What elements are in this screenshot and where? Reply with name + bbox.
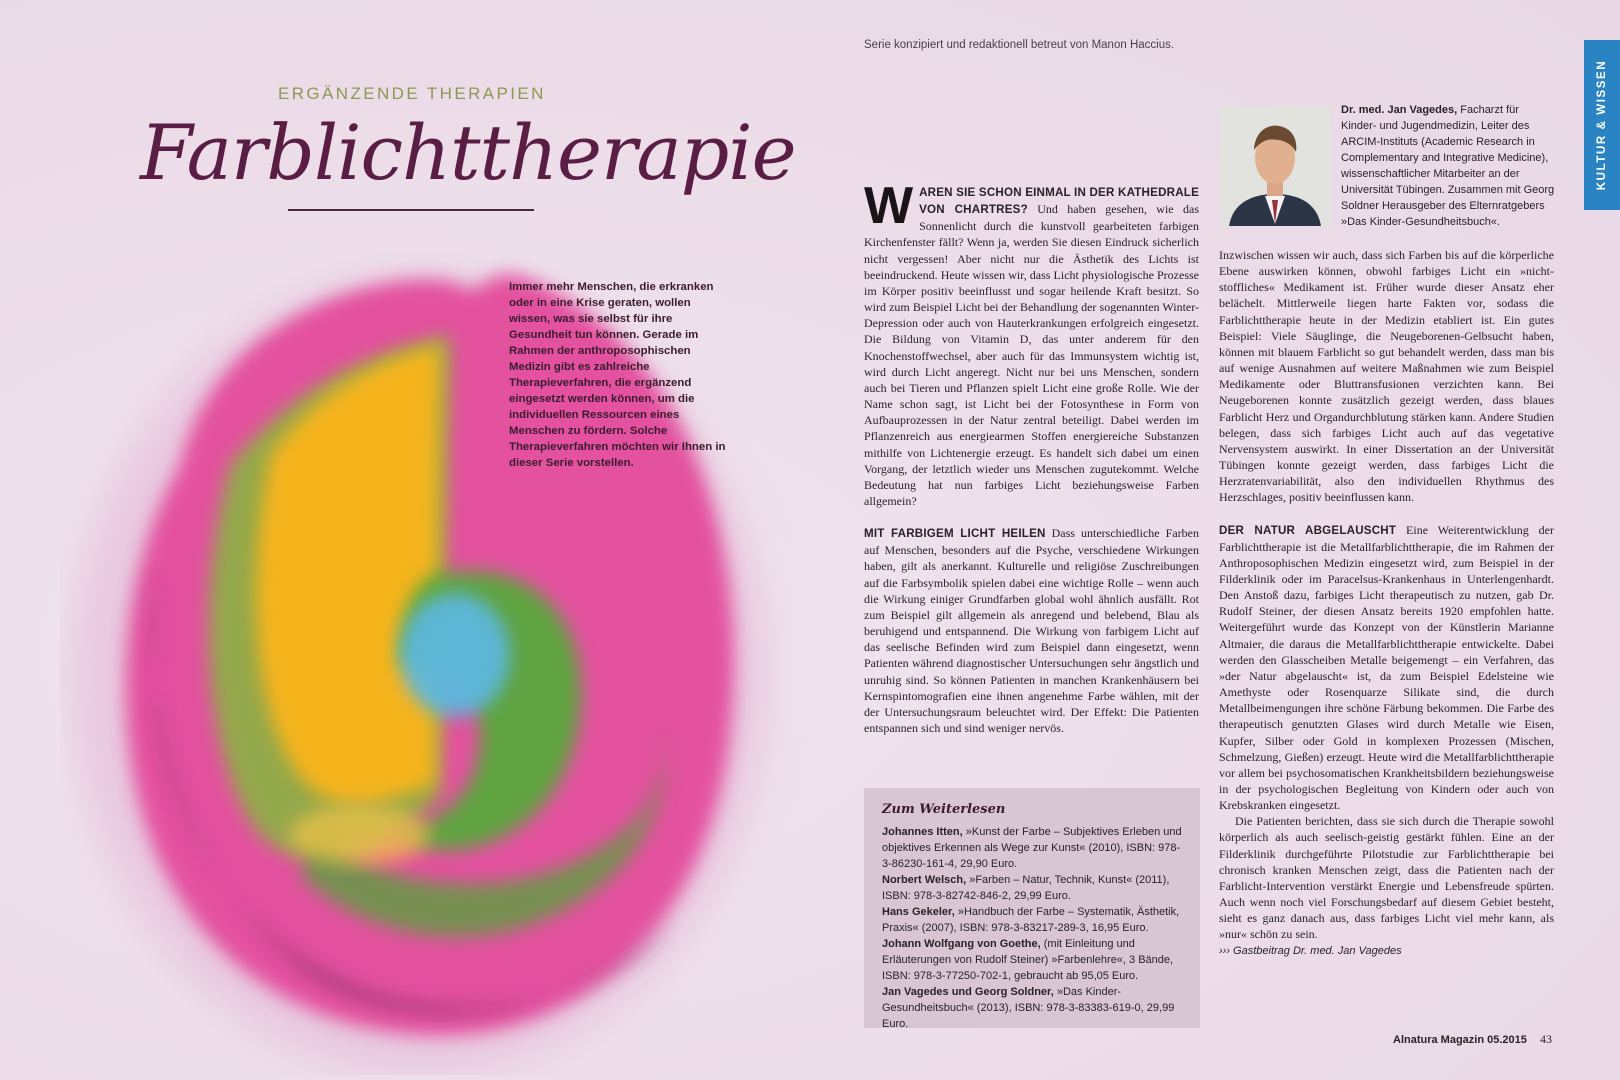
paragraph-text: Dass unterschiedliche Farben auf Menschen, besonders auf die Psyche, verschiedene Wirkungen haben, gilt als anerkannt. Kulturelle und religiöse Zuschreibungen auf die Farbsymbolik spielen dabei eine wichtige Rolle – wenn auch die Wirkung einiger Grundfarben global wohl ähnlich ausfällt. Rot zum Beispiel gilt allgemein als anregend und belebend, Blau als beruhigend und entspannend. Die Wirkung von farbigem Licht auf das seelische Befinden wird zum Beispiel dann eingesetzt, wenn Patienten während diagnostischer Untersuchungen sehr ängstlich und unruhig sind. So können Patienten in manchen Krankenhäusern bei Kernspintomografien eine ihnen angenehme Farbe wählen, mit der der Untersuchungsraum beleuchtet wird. Der Effekt: Die Patienten entspannen sich und sind weniger nervös. (864, 526, 1199, 735)
further-reading-title: Zum Weiterlesen (882, 802, 1006, 817)
reading-entry (882, 984, 1184, 1032)
reading-author: Johannes Itten, (882, 826, 963, 838)
reading-author: Norbert Welsch, (882, 874, 967, 886)
section-side-tab-label: KULTUR & WISSEN (1596, 59, 1609, 191)
subheading: DER NATUR ABGELAUSCHT (1219, 523, 1397, 537)
author-description: Facharzt für Kinder- und Jugendmedizin, Leiter des ARCIM-Instituts (Academic Research in Complementary and Integrative Medicine), wissenschaftlicher Mitarbeiter an der Universität Tübingen. Zusammen mit Georg Soldner Herausgeber des Elternratgebers »Das Kinder-Gesundheitsbuch«. (1341, 104, 1555, 228)
further-reading-box (864, 788, 1200, 1028)
article-paragraph: Inzwischen wissen wir auch, dass sich Farben bis auf die körperliche Ebene auswirken können, obwohl farbiges Licht ein »nicht-stoffliches« Medikament ist. Früher wurde dieser Ansatz eher belächelt. Mittlerweile liegen harte Fakten vor, sodass die Farblichttherapie heute in der Medizin etabliert ist. Ein gutes Beispiel: Viele Säuglinge, die Neugeborenen-Gelbsucht haben, können mit blauem Farblicht so gut behandelt werden, dass man bis auf wenige Ausnahmen auf weitere Maßnahmen wie zum Beispiel Medikamente oder Bluttransfusionen verzichten kann. Bei Neugeborenen konnte zusätzlich gezeigt werden, dass blaues Farblicht Herz und Organdurchblutung stärken kann. Andere Studien belegen, dass sich farbiges Licht auch auf das vegetative Nervensystem auswirkt. In einer Dissertation an der Universität Tübingen konnte gezeigt werden, dass farbiges Licht die Herzratenvariabilität, also den individuellen Rhythmus des Herzschlages, positiv beeinflussen kann. (1219, 248, 1554, 505)
reading-text: (mit Einleitung und Erläuterungen von Rudolf Steiner) »Farbenlehre«, 3 Bände, ISBN: 978-3-77250-702-1, gebraucht ab 95,05 Euro. (882, 938, 1174, 982)
author-name: Dr. med. Jan Vagedes, (1341, 104, 1458, 116)
title-underline (288, 209, 534, 211)
reading-text: »Kunst der Farbe – Subjektives Erleben und objektives Erkennen als Wege zur Kunst« (2010), ISBN: 978-3-86230-161-4, 29,90 Euro. (882, 826, 1182, 870)
reading-text: »Handbuch der Farbe – Systematik, Ästhetik, Praxis« (2007), ISBN: 978-3-83217-289-3, 16,95 Euro. (882, 906, 1180, 934)
reading-entry (882, 936, 1184, 984)
section-kicker: ERGÄNZENDE THERAPIEN (278, 84, 546, 103)
article-paragraph: Die Patienten berichten, dass sie sich durch die Therapie sowohl körperlich als auch seelisch-geistig gestärkt fühlen. Eine an der Filderklinik durchgeführte Pilotstudie zur Farblichttherapie bei chronisch kranken Menschen zeigt, dass die Patienten nach der Farblicht-Intervention verstärkt Energie und Lebensfreude spürten. Auch wenn noch viel Forschungsbedarf auf diesem Gebiet besteht, sieht es ganz danach aus, dass farbiges Licht viel mehr kann, als »nur« schön zu sein. (1219, 814, 1554, 942)
reading-author: Jan Vagedes und Georg Soldner, (882, 986, 1054, 998)
author-portrait-icon (1219, 106, 1331, 226)
intro-text: Immer mehr Menschen, die erkranken oder in eine Krise geraten, wollen wissen, was sie selbst für ihre Gesundheit tun können. Gerade im Rahmen der anthroposophischen Medizin gibt es zahlreiche Therapieverfahren, die ergänzend eingesetzt werden können, um die individuellen Ressourcen eines Menschen zu fördern. Solche Therapieverfahren möchten wir Ihnen in dieser Serie vorstellen. (509, 281, 726, 469)
series-note: Serie konzipiert und redaktionell betreut von Manon Haccius. (864, 39, 1175, 51)
article-column-left (864, 177, 1199, 736)
author-bio (1341, 102, 1556, 230)
reading-text: »Farben – Natur, Technik, Kunst« (2011), ISBN: 978-3-82742-846-2, 29,99 Euro. (882, 874, 1170, 902)
magazine-footer: Alnatura Magazin 05.2015 (1393, 1034, 1527, 1046)
article-paragraph (864, 525, 1199, 736)
lead-caps: AREN SIE SCHON EINMAL IN DER KATHEDRALE VON CHARTRES? (919, 186, 1199, 217)
reading-author: Hans Gekeler, (882, 906, 955, 918)
subheading: MIT FARBIGEM LICHT HEILEN (864, 527, 1046, 541)
section-side-tab (1584, 40, 1620, 210)
author-credit: ››› Gastbeitrag Dr. med. Jan Vagedes (1219, 944, 1402, 957)
article-column-right (1219, 247, 1554, 959)
drop-cap: W (864, 177, 914, 235)
reading-entry (882, 824, 1184, 872)
paragraph-text: Und haben gesehen, wie das Sonnenlicht durch die kunstvoll gearbeiteten farbigen Kirchenfenster fällt? Wenn ja, werden Sie diesen Eindruck sicherlich nicht vergessen! Aber nicht nur die Ästhetik des Lichts ist beeindruckend. Heute wissen wir, dass Licht physiologische Prozesse im Körper positiv beeinflusst und sogar heilende Kraft besitzt. So wird zum Beispiel Licht bei der Behandlung der sogenannten Winter-Depression oder auch von Hauterkrankungen erfolgreich eingesetzt. Die Bildung von Vitamin D, das unter anderem für den Knochenstoffwechsel, aber auch für das Immunsystem wichtig ist, wird durch Licht angeregt. Nicht nur bei uns Menschen, sondern auch bei Tieren und Pflanzen spielt Licht eine große Rolle. Wie der Name schon sagt, ist Licht bei der Fotosynthese in Form von Aufbauprozessen in der Natur zentral beteiligt. Dabei werden im Pflanzenreich aus energiearmen Stoffen energiereiche Substanzen mithilfe von Lichtenergie erzeugt. Es handelt sich dabei um einen Vorgang, der letztlich wieder uns Menschen zugutekommt. Welche Bedeutung hat nun farbiges Licht beziehungsweise Farben allgemein? (864, 202, 1199, 508)
reading-entry (882, 904, 1184, 936)
reading-entry (882, 872, 1184, 904)
author-photo (1219, 106, 1331, 226)
page-number: 43 (1540, 1032, 1552, 1046)
reading-author: Johann Wolfgang von Goethe, (882, 938, 1041, 950)
article-paragraph (864, 177, 1199, 509)
page-title: Farblichttherapie (140, 108, 796, 197)
article-paragraph (1219, 522, 1554, 814)
paragraph-text: Eine Weiterentwicklung der Farblichttherapie ist die Metallfarblichttherapie, die im Rahmen der Anthroposophischen Medizin eingesetzt wird, zum Beispiel in der Filderklinik oder im Paracelsus-Krankenhaus in Unterlengenhardt. Den Anstoß dazu, farbiges Licht therapeutisch zu nutzen, gab Dr. Rudolf Steiner, der diesen Ansatz bereits 1920 empfohlen hatte. Weitergeführt wurde das Konzept von der Künstlerin Marianne Altmaier, die daraus die Metallfarblichttherapie entwickelte. Dabei werden den Glasscheiben Metalle beigemengt – ein Verfahren, das »der Natur abgelauscht« ist, da zum Beispiel Edelsteine wie Amethyste oder Rosenquarze Silikate sind, die durch Metallbeimengungen ihre schöne Färbung bekommen. Die Farbe des therapeutisch genutzten Glases wird durch Metalle wie Eisen, Kupfer, Silber oder Gold in komplexen Prozessen (Mischen, Schmelzung, Gießen) erzeugt. Heute wird die Metallfarblichttherapie vor allem bei psychosomatischen Krankheitsbildern beziehungsweise in der psychologischen Begleitung von Kindern oder auch von Krebskranken eingesetzt. (1219, 522, 1554, 813)
reading-text: »Das Kinder-Gesundheitsbuch« (2013), ISBN: 978-3-83383-619-0, 29,99 Euro. (882, 986, 1175, 1030)
